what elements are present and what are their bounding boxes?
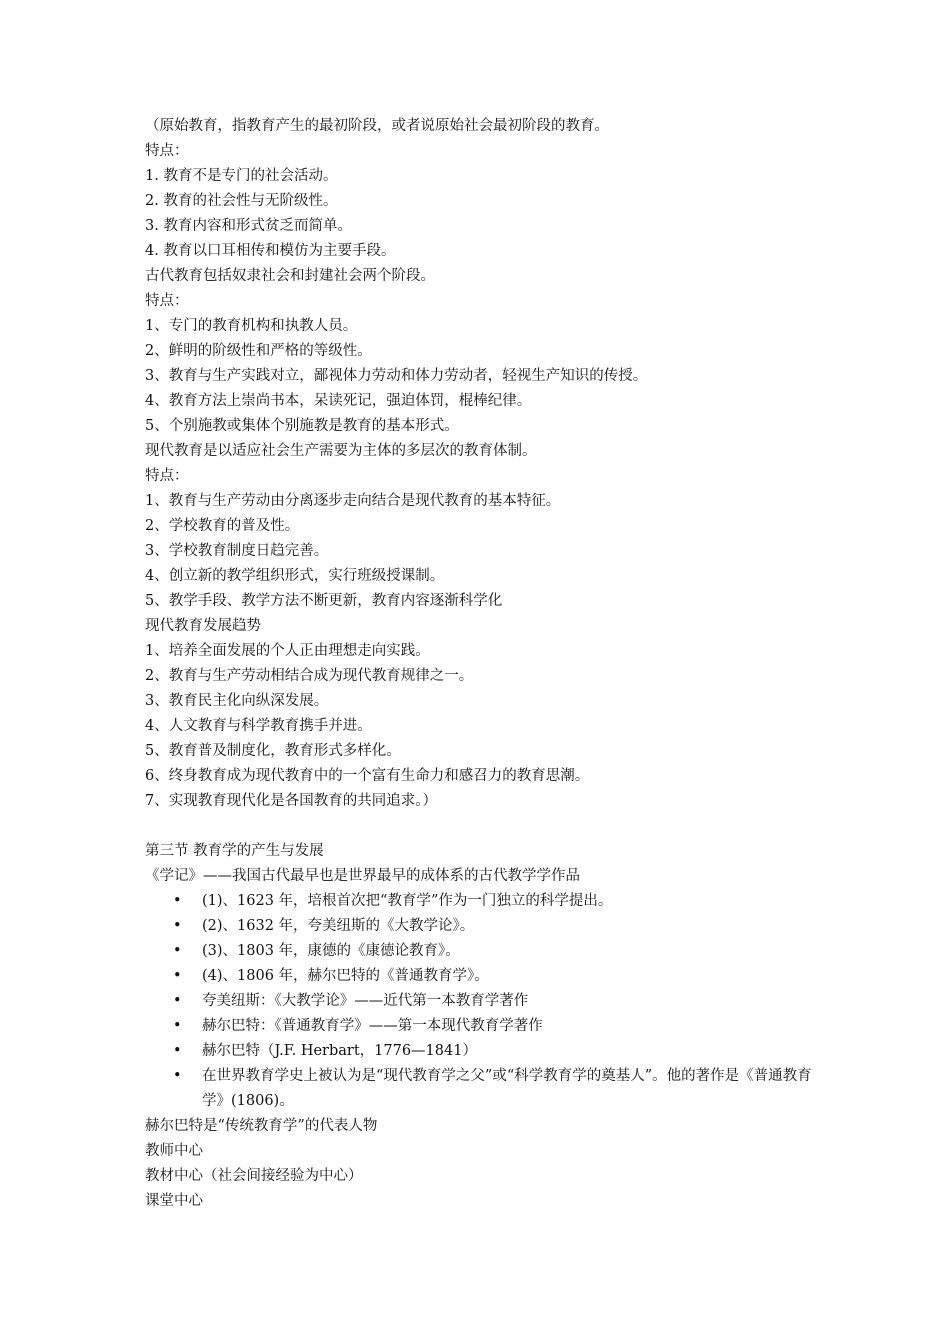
text-line: 1、专门的教育机构和执教人员。 [145, 318, 358, 334]
text-line: 2. 教育的社会性与无阶级性。 [145, 193, 338, 209]
bullet-icon: • [173, 993, 182, 1009]
text-line: 2、学校教育的普及性。 [145, 518, 300, 534]
document-page [145, 114, 825, 1214]
bullet-icon: • [173, 893, 182, 909]
text-line: 5、教育普及制度化，教育形式多样化。 [145, 743, 401, 759]
spacer [145, 814, 825, 839]
text-line: 1、教育与生产劳动由分离逐步走向结合是现代教育的基本特征。 [145, 493, 561, 509]
text-line: 5、个别施教或集体个别施教是教育的基本形式。 [145, 418, 459, 434]
text-line: 3、教育与生产实践对立，鄙视体力劳动和体力劳动者，轻视生产知识的传授。 [145, 368, 648, 384]
text-line: 2、教育与生产劳动相结合成为现代教育规律之一。 [145, 668, 474, 684]
text-line: 4、人文教育与科学教育携手并进。 [145, 718, 372, 734]
bullet-icon: • [173, 918, 182, 934]
text-line: 3、教育民主化向纵深发展。 [145, 693, 329, 709]
list-item [145, 1014, 825, 1039]
list-item [145, 1064, 825, 1114]
text-line: 古代教育包括奴隶社会和封建社会两个阶段。 [145, 268, 435, 284]
list-item-text: (3)、1803 年，康德的《康德论教育》。 [202, 943, 460, 959]
text-line: 4、教育方法上崇尚书本，呆读死记，强迫体罚，棍棒纪律。 [145, 393, 532, 409]
text-line: 4. 教育以口耳相传和模仿为主要手段。 [145, 243, 396, 259]
section-heading: 第三节 教育学的产生与发展 [145, 843, 324, 859]
text-line: 3. 教育内容和形式贫乏而简单。 [145, 218, 352, 234]
list-item-text: 赫尔巴特（J.F. Herbart，1776—1841） [202, 1043, 477, 1059]
text-line: 教师中心 [145, 1143, 203, 1159]
herbart-section [145, 1114, 825, 1214]
list-item [145, 939, 825, 964]
text-line: 赫尔巴特是“传统教育学”的代表人物 [145, 1118, 378, 1134]
text-line: 特点： [145, 143, 189, 159]
text-line: 1、培养全面发展的个人正由理想走向实践。 [145, 643, 430, 659]
list-item-text: 赫尔巴特：《普通教育学》——第一本现代教育学著作 [202, 1018, 543, 1034]
text-line: 教材中心（社会间接经验为中心） [145, 1168, 363, 1184]
text-line: 6、终身教育成为现代教育中的一个富有生命力和感召力的教育思潮。 [145, 768, 590, 784]
bullet-icon: • [173, 943, 182, 959]
list-item-text: 夸美纽斯：《大教学论》——近代第一本教育学著作 [202, 993, 529, 1009]
education-types-section [145, 114, 825, 814]
text-line: （原始教育，指教育产生的最初阶段，或者说原始社会最初阶段的教育。 [145, 118, 609, 134]
list-item [145, 889, 825, 914]
bullet-list [145, 889, 825, 1114]
text-line: 5、教学手段、教学方法不断更新，教育内容逐渐科学化 [145, 593, 503, 609]
list-item-text: (4)、1806 年，赫尔巴特的《普通教育学》。 [202, 968, 489, 984]
text-line: 1. 教育不是专门的社会活动。 [145, 168, 338, 184]
bullet-icon: • [173, 968, 182, 984]
list-item-text: (2)、1632 年，夸美纽斯的《大教学论》。 [202, 918, 475, 934]
bullet-icon: • [173, 1018, 182, 1034]
text-line: 课堂中心 [145, 1193, 203, 1209]
list-item [145, 964, 825, 989]
text-line: 4、创立新的教学组织形式，实行班级授课制。 [145, 568, 445, 584]
bullet-icon: • [173, 1043, 182, 1059]
list-item [145, 989, 825, 1014]
list-item [145, 914, 825, 939]
list-item [145, 1039, 825, 1064]
bullet-icon: • [173, 1068, 182, 1084]
text-line: 现代教育发展趋势 [145, 618, 261, 634]
list-item-text: 在世界教育学史上被认为是“现代教育学之父”或“科学教育学的奠基人”。他的著作是《普通教育学》(1806)。 [202, 1068, 812, 1109]
list-item-text: (1)、1623 年，培根首次把“教育学”作为一门独立的科学提出。 [202, 893, 613, 909]
text-line: 7、实现教育现代化是各国教育的共同追求。） [145, 793, 437, 809]
text-line: 2、鲜明的阶级性和严格的等级性。 [145, 343, 372, 359]
text-line: 特点： [145, 468, 189, 484]
text-line: 特点： [145, 293, 189, 309]
text-line: 现代教育是以适应社会生产需要为主体的多层次的教育体制。 [145, 443, 537, 459]
text-line: 3、学校教育制度日趋完善。 [145, 543, 329, 559]
xueji-line: 《学记》——我国古代最早也是世界最早的成体系的古代教学学作品 [145, 868, 580, 884]
